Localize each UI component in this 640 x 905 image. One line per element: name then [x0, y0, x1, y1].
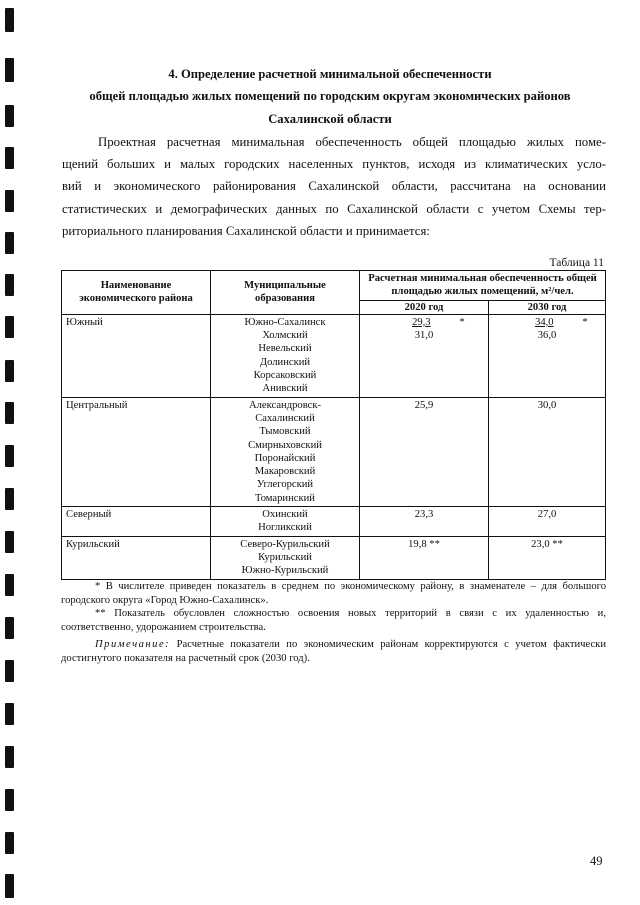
header-year-2030: 2030 год [489, 300, 606, 314]
table-row [62, 507, 606, 537]
value-2030-cell: 27,0 [489, 507, 606, 537]
municipality: Сахалинский [255, 412, 315, 424]
note-label: Примечание: [95, 639, 171, 650]
region-cell: Северный [62, 507, 211, 537]
table-row [62, 314, 606, 397]
municipality: Александровск- [248, 399, 322, 411]
binding-marks [5, 0, 17, 905]
intro-line: риториального планирования Сахалинской области и принимается: [62, 223, 430, 238]
section-heading-line-2: общей площадью жилых помещений по городским округам экономических районов [89, 89, 571, 103]
footnote-1 [61, 580, 606, 607]
municipality: Охинский [262, 509, 308, 521]
footnote-mark: * [459, 316, 465, 328]
municipal-cell [211, 536, 360, 579]
value-2030-cell [489, 314, 606, 397]
municipality: Ногликский [258, 522, 312, 534]
municipal-cell [211, 507, 360, 537]
value-denominator: 31,0 [414, 330, 434, 342]
municipality: Смирныховский [248, 439, 322, 451]
municipal-cell [211, 397, 360, 506]
header-region: Наименование экономического района [62, 271, 211, 315]
municipality: Углегорский [256, 479, 314, 491]
table-row [62, 536, 606, 579]
header-municipal: Муниципальные образования [211, 271, 360, 315]
municipality: Северо-Курильский [240, 538, 330, 550]
intro-line: вий и экономического районирования Сахалинской области, рассчитана на основании [62, 179, 606, 194]
value-2020-cell [360, 314, 489, 397]
section-heading-line-1: 4. Определение расчетной минимальной обеспеченности [168, 67, 492, 81]
municipality: Южно-Курильский [241, 565, 329, 577]
region-cell: Центральный [62, 397, 211, 506]
municipality: Анивский [262, 383, 308, 395]
value-2020-cell: 23,3 [360, 507, 489, 537]
value-2020-cell: 25,9 [360, 397, 489, 506]
page-number: 49 [590, 854, 603, 868]
region-cell: Курильский [62, 536, 211, 579]
municipality: Южно-Сахалинск [244, 316, 326, 328]
footnote-2 [61, 607, 606, 634]
footnote-text: ** Показатель обусловлен сложностью освоения новых территорий в связи с их удаленностью и, соответственно, удорожанием строительства. [61, 608, 606, 633]
value-2030-cell: 23,0 ** [489, 536, 606, 579]
municipality: Курильский [258, 551, 312, 563]
table-row [62, 397, 606, 506]
municipality: Корсаковский [253, 370, 317, 382]
header-year-2020: 2020 год [360, 300, 489, 314]
section-heading-line-3: Сахалинской области [268, 112, 392, 126]
value-denominator: 36,0 [537, 330, 557, 342]
table-label: Таблица 11 [549, 257, 604, 269]
note-text: Расчетные показатели по экономическим районам корректируются с учетом фактически достигнутого показателя на расчетный срок (2030 год). [61, 639, 606, 664]
municipality: Невельский [258, 343, 312, 355]
municipality: Тымовский [259, 426, 311, 438]
note [61, 638, 606, 665]
municipality: Макаровский [254, 466, 316, 478]
municipality: Томаринский [255, 492, 315, 504]
municipality: Долинский [259, 356, 311, 368]
municipality: Поронайский [254, 452, 316, 464]
intro-line: статистических и демографических данных по Сахалинской области с учетом Схемы тер- [62, 201, 606, 216]
municipality: Холмский [262, 330, 308, 342]
value-numerator: 34,0 [535, 316, 554, 328]
header-provision: Расчетная минимальная обеспеченность общей площадью жилых помещений, м²/чел. [360, 271, 606, 301]
provision-table [61, 270, 606, 580]
value-2020-cell: 19,8 ** [360, 536, 489, 579]
municipal-cell [211, 314, 360, 397]
intro-line: Проектная расчетная минимальная обеспеченность общей площадью жилых поме- [98, 135, 606, 149]
value-2030-cell: 30,0 [489, 397, 606, 506]
value-numerator: 29,3 [412, 316, 431, 328]
intro-paragraph [62, 131, 606, 242]
footnote-mark: * [582, 316, 588, 328]
footnote-text: * В числителе приведен показатель в среднем по экономическому району, в знаменателе – для большого городского округа «Город Южно-Сахалинск». [61, 581, 606, 606]
region-cell: Южный [62, 314, 211, 397]
intro-line: щений больших и малых городских населенных пунктов, исходя из климатических усло- [62, 157, 606, 172]
